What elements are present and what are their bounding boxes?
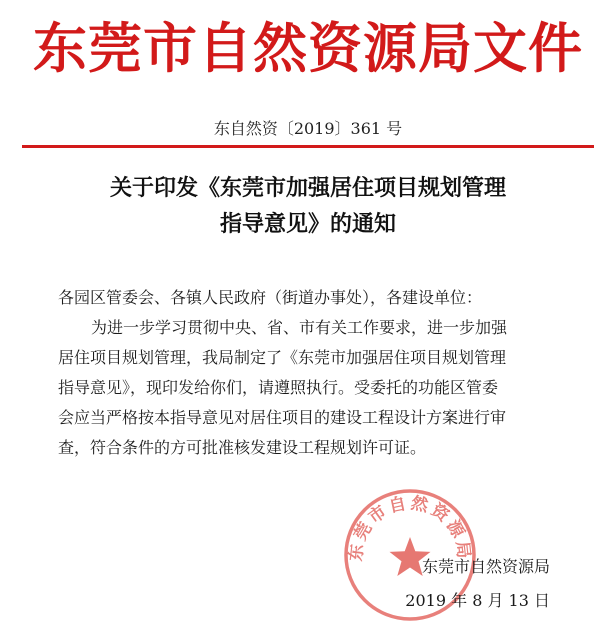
paragraph-line: 为进一步学习贯彻中央、省、市有关工作要求，进一步加强: [91, 318, 508, 337]
svg-text:东莞市自然资源局: 东莞市自然资源局: [346, 493, 474, 563]
paragraph-line: 指导意见》，现印发给你们，请遵照执行。受委托的功能区管委: [58, 378, 499, 397]
document-body: [58, 283, 568, 463]
signature-date: 2019 年 8 月 13 日: [405, 591, 550, 610]
salutation: 各园区管委会、各镇人民政府（街道办事处），各建设单位：: [58, 288, 483, 307]
issuer-masthead: 东莞市自然资源局文件: [33, 16, 583, 80]
signature-block: [340, 550, 550, 618]
paragraph-line: 查，符合条件的方可批准核发建设工程规划许可证。: [58, 438, 427, 457]
document-title: [0, 170, 616, 242]
paragraph-line: 居住项目规划管理，我局制定了《东莞市加强居住项目规划管理: [58, 348, 507, 367]
title-line-2: 指导意见》的通知: [219, 211, 396, 237]
document-number: 东自然资〔2019〕361 号: [213, 119, 403, 138]
red-divider-rule: [22, 145, 594, 148]
title-line-1: 关于印发《东莞市加强居住项目规划管理: [109, 175, 506, 201]
paragraph-line: 会应当严格按本指导意见对居住项目的建设工程设计方案进行审: [58, 408, 507, 427]
signature-issuer: 东莞市自然资源局: [421, 557, 550, 576]
